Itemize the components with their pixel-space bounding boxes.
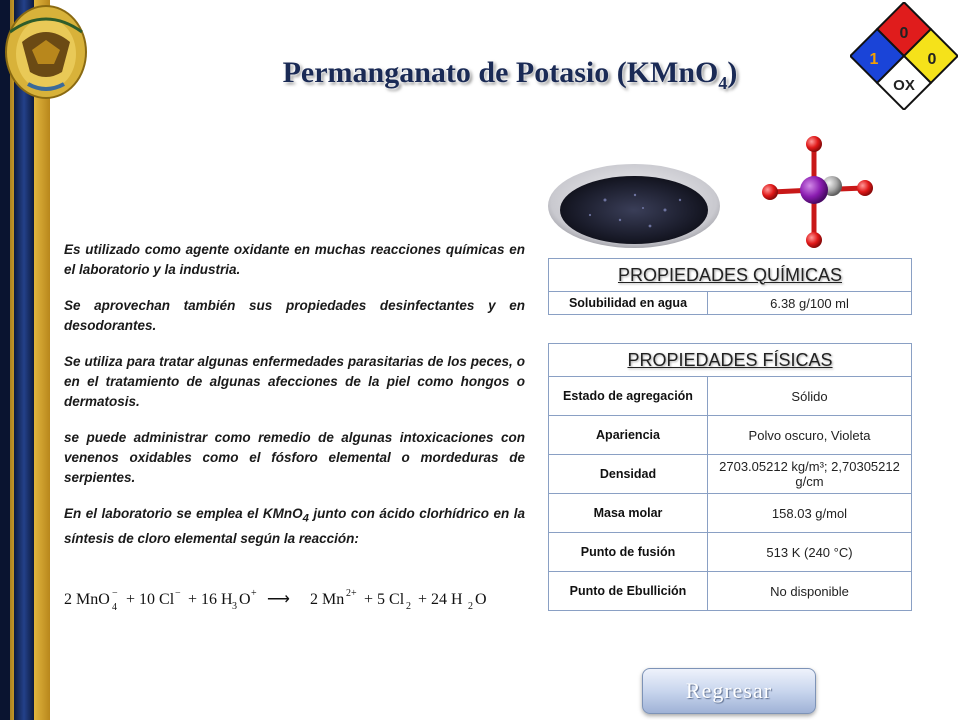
svg-text:2 Mn: 2 Mn bbox=[310, 591, 345, 608]
nfpa-special: OX bbox=[893, 77, 915, 94]
svg-text:−: − bbox=[175, 588, 181, 599]
svg-text:2 MnO: 2 MnO bbox=[64, 591, 110, 608]
svg-text:+ 24 H: + 24 H bbox=[418, 591, 463, 608]
table-row bbox=[549, 572, 912, 611]
physical-properties-table bbox=[548, 343, 912, 611]
property-key: Estado de agregación bbox=[549, 377, 708, 416]
property-value: 6.38 g/100 ml bbox=[708, 292, 912, 315]
svg-text:+ 10 Cl: + 10 Cl bbox=[126, 591, 175, 608]
left-dark-edge bbox=[0, 0, 10, 720]
nfpa-flammability: 0 bbox=[899, 25, 909, 42]
table-row bbox=[549, 455, 912, 494]
physical-properties-header: PROPIEDADES FÍSICAS bbox=[549, 344, 912, 377]
kmno4-crystals-photo bbox=[545, 160, 723, 250]
description-paragraph: En el laboratorio se emplea el KMnO$_4$ junto con ácido clorhídrico en la síntesis de cloro elemental según la reacción: bbox=[64, 506, 526, 546]
property-key: Masa molar bbox=[549, 494, 708, 533]
property-value: 513 K (240 °C) bbox=[708, 533, 912, 572]
table-row bbox=[549, 533, 912, 572]
svg-text:2: 2 bbox=[406, 601, 411, 612]
property-value: No disponible bbox=[708, 572, 912, 611]
nfpa-health: 1 bbox=[869, 51, 879, 68]
property-value: Sólido bbox=[708, 377, 912, 416]
svg-text:2+: 2+ bbox=[346, 588, 357, 599]
property-value: Polvo oscuro, Violeta bbox=[708, 416, 912, 455]
reaction-equation bbox=[64, 584, 534, 612]
back-button[interactable]: Regresar bbox=[642, 668, 816, 714]
description-paragraph: Se utiliza para tratar algunas enfermedades parasitarias de los peces, o en el tratamiento de algunas afecciones de la piel como hongos o dermatosis. bbox=[64, 354, 525, 409]
chemical-properties-table bbox=[548, 258, 912, 315]
svg-text:2: 2 bbox=[468, 601, 473, 612]
reaction-equation-graphic bbox=[64, 584, 534, 612]
chemical-properties-header: PROPIEDADES QUÍMICAS bbox=[549, 259, 912, 292]
page-title: Permanganato de Potasio (KMnO$_4$) bbox=[282, 56, 738, 93]
svg-text:O: O bbox=[475, 591, 487, 608]
property-key: Solubilidad en agua bbox=[549, 292, 708, 315]
university-crest-logo bbox=[2, 2, 90, 102]
table-row bbox=[549, 377, 912, 416]
table-row bbox=[549, 416, 912, 455]
nfpa-hazard-diamond bbox=[850, 2, 958, 110]
svg-text:O: O bbox=[239, 591, 251, 608]
svg-text:+: + bbox=[251, 588, 257, 599]
description-paragraph: se puede administrar como remedio de algunas intoxicaciones con venenos oxidables como el fósforo elemental o mordeduras de serpientes. bbox=[64, 430, 525, 485]
description-paragraph: Se aprovechan también sus propiedades desinfectantes y en desodorantes. bbox=[64, 298, 525, 333]
permanganate-molecule-model bbox=[752, 132, 880, 252]
table-row bbox=[549, 494, 912, 533]
svg-text:4: 4 bbox=[112, 602, 117, 612]
description-paragraph: Es utilizado como agente oxidante en muchas reacciones químicas en el laboratorio y la industria. bbox=[64, 242, 525, 277]
svg-text:⟶: ⟶ bbox=[267, 591, 290, 608]
property-value: 2703.05212 kg/m³; 2,70305212 g/cm bbox=[708, 455, 912, 494]
property-value: 158.03 g/mol bbox=[708, 494, 912, 533]
table-row bbox=[549, 292, 912, 315]
property-key: Punto de fusión bbox=[549, 533, 708, 572]
left-navy-stripe bbox=[14, 0, 34, 720]
property-key: Punto de Ebullición bbox=[549, 572, 708, 611]
nfpa-reactivity: 0 bbox=[927, 51, 937, 68]
property-key: Densidad bbox=[549, 455, 708, 494]
svg-text:+ 16 H: + 16 H bbox=[188, 591, 233, 608]
svg-text:−: − bbox=[112, 588, 118, 599]
svg-text:3: 3 bbox=[232, 601, 237, 612]
description-text bbox=[64, 240, 525, 565]
svg-text:+ 5 Cl: + 5 Cl bbox=[364, 591, 405, 608]
property-key: Apariencia bbox=[549, 416, 708, 455]
